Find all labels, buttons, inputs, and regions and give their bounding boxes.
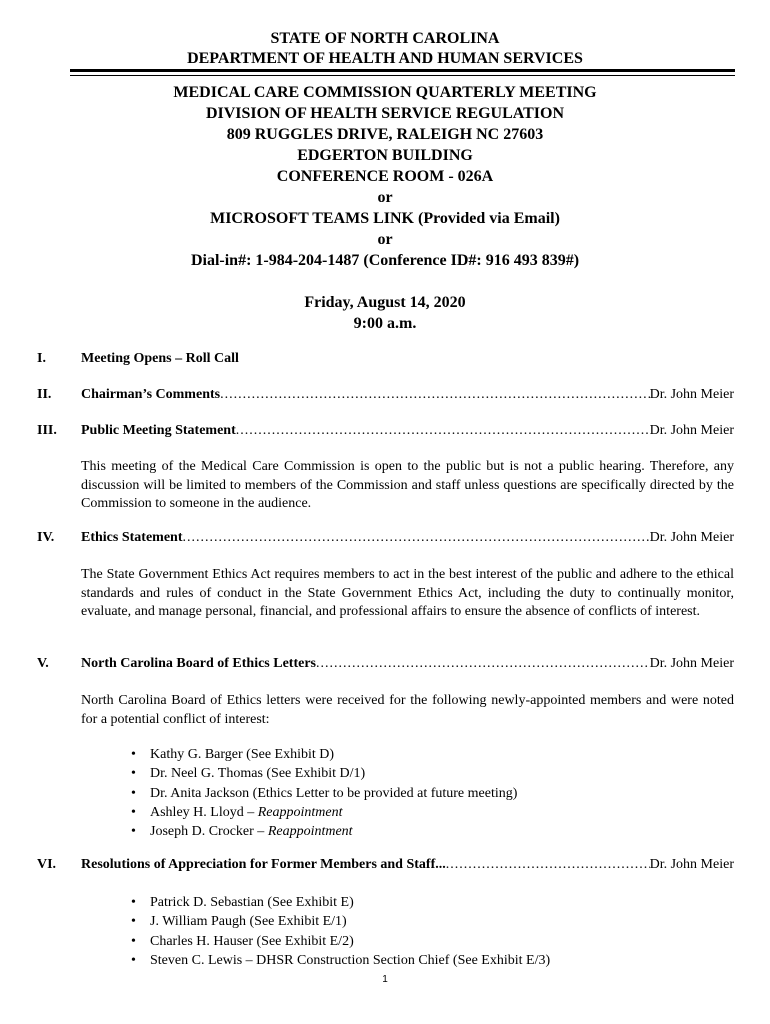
meeting-time: 9:00 a.m.	[353, 315, 417, 332]
resolutions-list	[131, 893, 550, 970]
agenda-title: Meeting Opens – Roll Call	[81, 351, 239, 366]
list-item: • Steven C. Lewis – DHSR Construction Section Chief (See Exhibit E/3)	[131, 951, 550, 970]
dot-leader	[446, 857, 650, 873]
list-item: • Kathy G. Barger (See Exhibit D)	[131, 745, 517, 764]
agenda-presenter: Dr. John Meier	[649, 387, 734, 402]
dot-leader	[220, 387, 650, 403]
list-item: • Charles H. Hauser (See Exhibit E/2)	[131, 932, 550, 951]
agenda-title: Public Meeting Statement	[81, 423, 236, 438]
agenda-presenter: Dr. John Meier	[649, 530, 734, 545]
dot-leader	[183, 530, 650, 546]
agenda-number: III.	[37, 423, 57, 438]
list-item: • Patrick D. Sebastian (See Exhibit E)	[131, 893, 550, 912]
teams-link-info: MICROSOFT TEAMS LINK (Provided via Email)	[210, 210, 560, 227]
agenda-title: Resolutions of Appreciation for Former Members and Staff...	[81, 857, 446, 872]
agenda-number: VI.	[37, 857, 57, 872]
agenda-item	[37, 423, 734, 443]
or-separator: or	[377, 189, 393, 206]
agenda-item	[37, 530, 734, 550]
agenda-number: II.	[37, 387, 52, 402]
list-item: • Dr. Neel G. Thomas (See Exhibit D/1)	[131, 764, 517, 783]
header-rule-thin	[70, 75, 735, 76]
ethics-letters-list	[131, 745, 517, 841]
dot-leader	[316, 656, 650, 672]
department-heading: DEPARTMENT OF HEALTH AND HUMAN SERVICES	[187, 50, 583, 67]
page-number: 1	[382, 974, 388, 985]
meeting-title: MEDICAL CARE COMMISSION QUARTERLY MEETING	[173, 84, 597, 101]
agenda-number: IV.	[37, 530, 55, 545]
agenda-item	[37, 656, 734, 676]
agenda-title: Chairman’s Comments	[81, 387, 221, 402]
agenda-presenter: Dr. John Meier	[649, 656, 734, 671]
list-item: • J. William Paugh (See Exhibit E/1)	[131, 912, 550, 931]
division-name: DIVISION OF HEALTH SERVICE REGULATION	[205, 105, 565, 122]
ethics-letters-text: North Carolina Board of Ethics letters were received for the following newly-appointed members and were noted for a potential conflict of interest:	[81, 693, 734, 727]
state-heading: STATE OF NORTH CAROLINA	[270, 30, 500, 47]
agenda-item	[37, 351, 734, 371]
meeting-address: 809 RUGGLES DRIVE, RALEIGH NC 27603	[226, 126, 544, 143]
header-rule-thick	[70, 69, 735, 72]
ethics-statement-text: The State Government Ethics Act requires members to act in the best interest of the public and adhere to the ethical standards and rules of conduct in the State Government Ethics Act, including the duty to continually monitor, evaluate, and manage personal, financial, and professional affairs to ensure the absence of conflicts of interest.	[81, 567, 734, 619]
agenda-title: North Carolina Board of Ethics Letters	[81, 656, 316, 671]
agenda-presenter: Dr. John Meier	[649, 857, 734, 872]
meeting-date: Friday, August 14, 2020	[304, 294, 466, 311]
dot-leader	[236, 423, 650, 439]
agenda-number: V.	[37, 656, 49, 671]
agenda-item	[37, 857, 734, 877]
conference-room: CONFERENCE ROOM - 026A	[276, 168, 494, 185]
list-item: • Dr. Anita Jackson (Ethics Letter to be provided at future meeting)	[131, 784, 517, 803]
public-meeting-statement-text: This meeting of the Medical Care Commission is open to the public but is not a public hearing. Therefore, any discussion will be limited to members of the Commission and staff unless questions are specifically directed by the Commission to someone in the audience.	[81, 459, 734, 511]
list-item: • Joseph D. Crocker – Reappointment	[131, 822, 517, 841]
building-name: EDGERTON BUILDING	[297, 147, 473, 164]
list-item: • Ashley H. Lloyd – Reappointment	[131, 803, 517, 822]
or-separator: or	[377, 231, 393, 248]
agenda-presenter: Dr. John Meier	[649, 423, 734, 438]
dial-in-info: Dial-in#: 1-984-204-1487 (Conference ID#: 916 493 839#)	[190, 252, 580, 269]
agenda-item	[37, 387, 734, 407]
agenda-number: I.	[37, 351, 46, 366]
agenda-title: Ethics Statement	[81, 530, 183, 545]
